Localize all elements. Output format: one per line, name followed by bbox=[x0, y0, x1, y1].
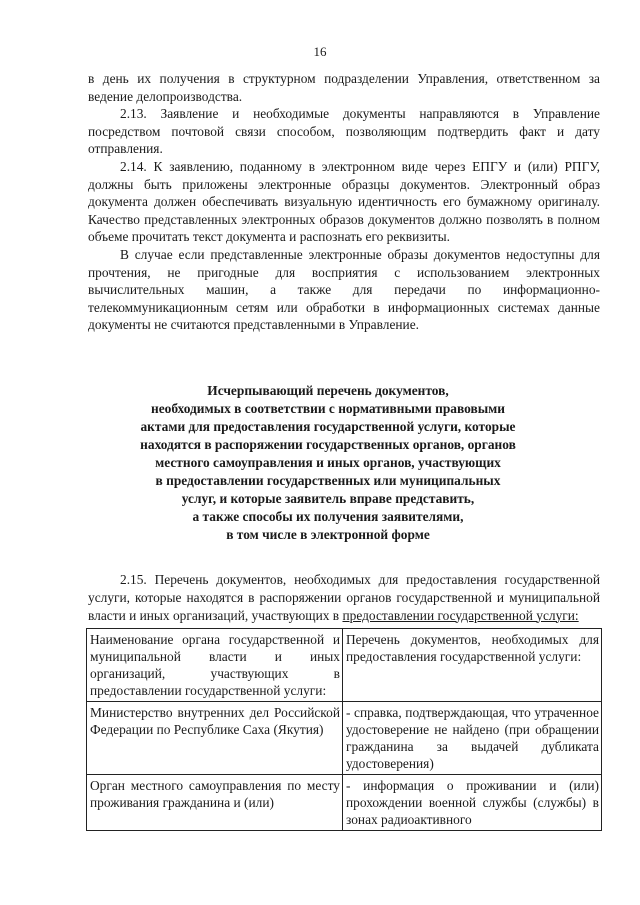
heading-line: Исчерпывающий перечень документов, bbox=[207, 383, 449, 398]
heading-line: находятся в распоряжении государственных органов, органов bbox=[140, 437, 516, 452]
paragraph-2-15 bbox=[88, 571, 600, 624]
table-row bbox=[87, 775, 602, 831]
heading-line: в том числе в электронной форме bbox=[226, 527, 430, 542]
table-cell-organ: Орган местного самоуправления по месту проживания гражданина и (или) bbox=[87, 775, 343, 831]
heading-line: необходимых в соответствии с нормативными правовыми bbox=[151, 401, 505, 416]
body-text-top bbox=[88, 70, 600, 334]
page-number: 16 bbox=[313, 44, 327, 59]
table-cell-organ: Министерство внутренних дел Российской Федерации по Республике Саха (Якутия) bbox=[87, 702, 343, 775]
table-header-cell: Наименование органа государственной и муниципальной власти и иных организаций, участвующих в предоставлении государственной услуги: bbox=[87, 629, 343, 702]
heading-line: услуг, и которые заявитель вправе представить, bbox=[181, 491, 475, 506]
paragraph-2-15-underlined: предоставлении государственной услуги: bbox=[342, 607, 579, 623]
heading-line: в предоставлении государственных или муниципальных bbox=[155, 473, 501, 488]
section-heading bbox=[108, 382, 548, 544]
documents-table bbox=[86, 628, 602, 831]
table-cell-documents: - информация о проживании и (или) прохождении военной службы (службы) в зонах радиоактивного bbox=[343, 775, 602, 831]
heading-line: актами для предоставления государственной услуги, которые bbox=[140, 419, 516, 434]
paragraph-continuation: в день их получения в структурном подразделении Управления, ответственном за ведение делопроизводства. bbox=[88, 71, 600, 104]
table-header-cell: Перечень документов, необходимых для предоставления государственной услуги: bbox=[343, 629, 602, 702]
paragraph-electronic-images: В случае если представленные электронные образы документов недоступны для прочтения, не пригодные для восприятия с использованием электронных вычислительных машин, а также для передачи по информационно-телекоммуникационным сетям или обработки в информационных системах данные документы не считаются представленными в Управление. bbox=[88, 246, 600, 333]
table-header-row bbox=[87, 629, 602, 702]
table-cell-documents: - справка, подтверждающая, что утраченное удостоверение не найдено (при обращении гражданина за выдачей дубликата удостоверения) bbox=[343, 702, 602, 775]
table-row bbox=[87, 702, 602, 775]
heading-line: местного самоуправления и иных органов, участвующих bbox=[155, 455, 501, 470]
heading-line: а также способы их получения заявителями, bbox=[192, 509, 464, 524]
paragraph-2-14: 2.14. К заявлению, поданному в электронном виде через ЕПГУ и (или) РПГУ, должны быть приложены электронные образцы документов. Электронный образ документа должен обеспечивать визуальную идентичность его бумажному оригиналу. Качество представленных электронных образов документов должно позволять в полном объеме прочитать текст документа и распознать его реквизиты. bbox=[88, 158, 600, 245]
paragraph-2-13: 2.13. Заявление и необходимые документы направляются в Управление посредством почтовой связи способом, позволяющим подтвердить факт и дату отправления. bbox=[88, 106, 600, 157]
paragraph-2-15-text: 2.15. Перечень документов, необходимых для предоставления государственной услуги, которые находятся в распоряжении органов государственной и муниципальной власти и иных организаций, участвующих в bbox=[88, 572, 600, 623]
